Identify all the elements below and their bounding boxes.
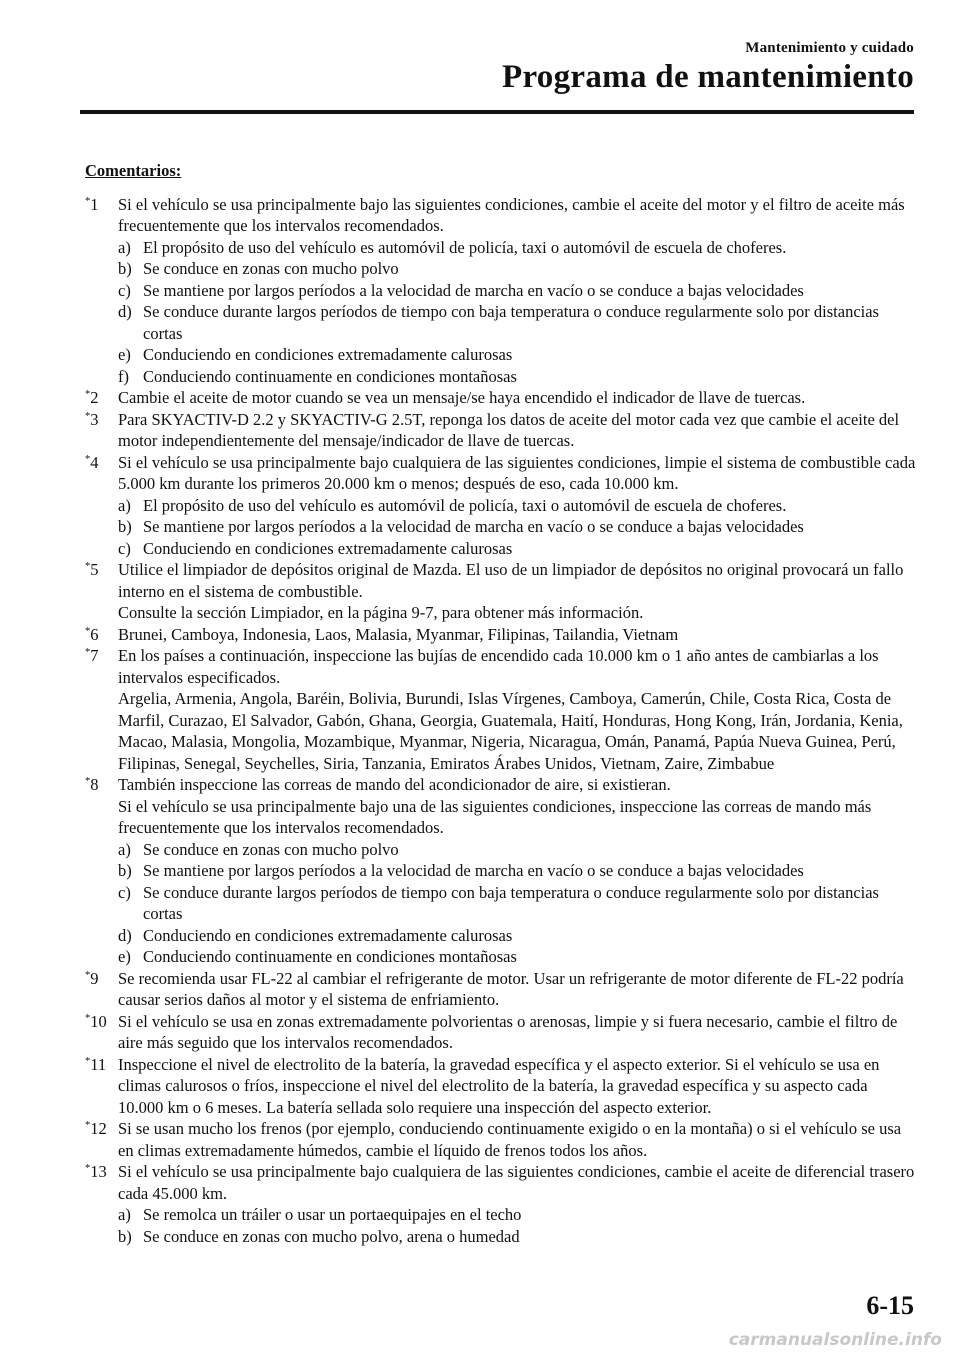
comments-heading: Comentarios: <box>85 161 182 180</box>
note-body <box>118 194 917 388</box>
condition-item <box>118 946 917 968</box>
notes-content <box>85 160 917 1247</box>
condition-text: Se conduce en zonas con mucho polvo, arena o humedad <box>143 1226 520 1246</box>
condition-text: Se mantiene por largos períodos a la velocidad de marcha en vacío o se conduce a bajas velocidades <box>143 861 804 880</box>
note-number: 1 <box>90 194 99 214</box>
note-item <box>85 1011 917 1054</box>
asterisk-mark: * <box>85 625 91 637</box>
note-body <box>118 968 917 1011</box>
asterisk-mark: * <box>85 969 91 981</box>
note-text: Se recomienda usar FL-22 al cambiar el refrigerante de motor. Usar un refrigerante de motor diferente de FL-22 podría causar serios daños al motor y el sistema de enfriamiento. <box>118 968 904 1009</box>
note-item <box>85 774 917 968</box>
note-number: 2 <box>90 388 99 407</box>
condition-item <box>118 344 917 366</box>
note-number: 11 <box>90 1054 107 1074</box>
note-body <box>118 559 917 624</box>
condition-item <box>118 860 917 882</box>
note-label <box>85 624 118 646</box>
condition-text: Conduciendo en condiciones extremadamente calurosas <box>143 538 513 558</box>
note-item <box>85 645 917 774</box>
note-label <box>85 559 118 624</box>
note-body <box>118 409 917 452</box>
note-label <box>85 645 118 774</box>
asterisk-mark: * <box>85 195 91 207</box>
asterisk-mark: * <box>85 1055 91 1067</box>
note-number: 7 <box>90 646 99 665</box>
condition-label: b) <box>118 517 132 536</box>
note-item <box>85 452 917 560</box>
note-number: 10 <box>90 1011 107 1031</box>
condition-label: a) <box>118 237 131 257</box>
condition-label: a) <box>118 839 131 859</box>
note-text: Inspeccione el nivel de electrolito de la batería, la gravedad específica y el aspecto exterior. Si el vehículo se usa en climas calurosos o fríos, inspeccione el nivel del electrolito de la batería, la gravedad específica y su aspecto cada 10.000 km o 6 meses. La batería sellada solo requiere una inspección del aspecto exterior. <box>118 1054 880 1117</box>
asterisk-mark: * <box>85 389 91 400</box>
note-number: 8 <box>90 775 99 794</box>
asterisk-mark: * <box>85 561 91 572</box>
condition-label: b) <box>118 1226 132 1246</box>
asterisk-mark: * <box>85 647 91 658</box>
note-label <box>85 1161 118 1247</box>
note-item <box>85 1118 917 1161</box>
note-item <box>85 968 917 1011</box>
header-rule <box>80 110 914 114</box>
note-body <box>118 624 917 646</box>
condition-text: El propósito de uso del vehículo es automóvil de policía, taxi o automóvil de escuela de choferes. <box>143 237 787 257</box>
condition-item <box>118 516 917 538</box>
condition-text: Se conduce en zonas con mucho polvo <box>143 839 399 859</box>
condition-item <box>118 366 917 388</box>
condition-label: c) <box>118 280 131 300</box>
condition-item <box>118 1204 917 1226</box>
note-body <box>118 774 917 968</box>
note-label <box>85 774 118 968</box>
page-title: Programa de mantenimiento <box>502 59 914 95</box>
note-number: 9 <box>90 968 99 988</box>
condition-text: Conduciendo en condiciones extremadamente calurosas <box>143 925 513 945</box>
note-label <box>85 1011 118 1054</box>
page-number: 6-15 <box>866 1291 914 1320</box>
condition-text: El propósito de uso del vehículo es automóvil de policía, taxi o automóvil de escuela de choferes. <box>143 495 787 515</box>
note-text: También inspeccione las correas de mando del acondicionador de aire, si existieran. <box>118 775 671 794</box>
note-text: Para SKYACTIV-D 2.2 y SKYACTIV-G 2.5T, reponga los datos de aceite del motor cada vez que cambie el aceite del motor independientemente del mensaje/indicador de llave de tuercas. <box>118 409 900 450</box>
condition-item <box>118 925 917 947</box>
note-item <box>85 1054 917 1119</box>
note-number: 13 <box>90 1162 107 1181</box>
notes-list <box>85 194 917 1248</box>
note-item <box>85 1161 917 1247</box>
note-text: Si el vehículo se usa principalmente bajo una de las siguientes condiciones, inspeccione las correas de mando más frecuentemente que los intervalos recomendados. <box>118 796 872 837</box>
asterisk-mark: * <box>85 453 91 465</box>
asterisk-mark: * <box>85 410 91 422</box>
condition-item <box>118 237 917 259</box>
condition-item <box>118 301 917 344</box>
note-text: Si el vehículo se usa principalmente bajo cualquiera de las siguientes condiciones, limpie el sistema de combustible cada 5.000 km durante los primeros 20.000 km o menos; después de eso, cada 10.000 km. <box>118 452 916 493</box>
note-body <box>118 1054 917 1119</box>
note-label <box>85 387 118 409</box>
note-number: 4 <box>90 452 99 472</box>
asterisk-mark: * <box>85 1163 91 1174</box>
condition-label: d) <box>118 302 132 321</box>
note-label <box>85 409 118 452</box>
asterisk-mark: * <box>85 1120 91 1131</box>
note-body <box>118 452 917 560</box>
condition-label: a) <box>118 495 131 515</box>
condition-label: f) <box>118 366 129 386</box>
note-text: Si el vehículo se usa principalmente bajo cualquiera de las siguientes condiciones, cambie el aceite de diferencial trasero cada 45.000 km. <box>118 1162 915 1203</box>
note-number: 6 <box>90 624 99 644</box>
note-item <box>85 409 917 452</box>
note-text: Argelia, Armenia, Angola, Baréin, Bolivia, Burundi, Islas Vírgenes, Camboya, Camerún, Chile, Costa Rica, Costa de Marfil, Curazao, El Salvador, Gabón, Ghana, Georgia, Guatemala, Haití, Honduras, Hong Kong, Irán, Jordania, Kenia, Macao, Malasia, Mongolia, Mozambique, Myanmar, Nigeria, Nicaragua, Omán, Panamá, Papúa Nueva Guinea, Perú, Filipinas, Senegal, Seychelles, Siria, Tanzania, Emiratos Árabes Unidos, Vietnam, Zaire, Zimbabue <box>118 689 903 773</box>
condition-item <box>118 882 917 925</box>
watermark[interactable]: carmanualsonline.info <box>728 1330 942 1350</box>
condition-label: a) <box>118 1205 131 1224</box>
note-text: Utilice el limpiador de depósitos original de Mazda. El uso de un limpiador de depósitos no original provocará un fallo interno en el sistema de combustible. <box>118 560 904 601</box>
note-number: 12 <box>90 1119 107 1138</box>
asterisk-mark: * <box>85 776 91 787</box>
condition-item <box>118 258 917 280</box>
condition-label: c) <box>118 882 131 902</box>
note-item <box>85 387 917 409</box>
condition-text: Se remolca un tráiler o usar un portaequipajes en el techo <box>143 1205 522 1224</box>
note-text: Brunei, Camboya, Indonesia, Laos, Malasia, Myanmar, Filipinas, Tailandia, Vietnam <box>118 624 679 644</box>
condition-label: b) <box>118 259 132 278</box>
page-header <box>502 40 914 96</box>
note-body <box>118 1011 917 1054</box>
note-text: Cambie el aceite de motor cuando se vea un mensaje/se haya encendido el indicador de llave de tuercas. <box>118 388 806 407</box>
note-item <box>85 624 917 646</box>
note-text: En los países a continuación, inspeccione las bujías de encendido cada 10.000 km o 1 año antes de cambiarlas a los intervalos especificados. <box>118 646 879 687</box>
note-label <box>85 452 118 560</box>
note-number: 3 <box>90 409 99 429</box>
note-body <box>118 387 917 409</box>
note-label <box>85 1054 118 1119</box>
condition-label: c) <box>118 538 131 558</box>
condition-text: Se conduce en zonas con mucho polvo <box>143 259 399 278</box>
condition-item <box>118 538 917 560</box>
note-label <box>85 194 118 388</box>
condition-text: Se conduce durante largos períodos de tiempo con baja temperatura o conduce regularmente solo por distancias cortas <box>143 302 879 343</box>
condition-item <box>118 839 917 861</box>
note-text: Si se usan mucho los frenos (por ejemplo, conduciendo continuamente exigido o en la montaña) o si el vehículo se usa en climas extremadamente húmedos, cambie el líquido de frenos todos los años. <box>118 1119 902 1160</box>
condition-text: Conduciendo en condiciones extremadamente calurosas <box>143 345 513 364</box>
condition-label: e) <box>118 947 131 966</box>
condition-label: d) <box>118 925 132 945</box>
condition-text: Se conduce durante largos períodos de tiempo con baja temperatura o conduce regularmente solo por distancias cortas <box>143 882 879 923</box>
note-item <box>85 194 917 388</box>
section-title: Mantenimiento y cuidado <box>745 40 914 56</box>
note-number: 5 <box>90 560 99 579</box>
note-body <box>118 645 917 774</box>
condition-label: e) <box>118 345 131 364</box>
condition-text: Conduciendo continuamente en condiciones montañosas <box>143 947 517 966</box>
note-text: Consulte la sección Limpiador, en la página 9-7, para obtener más información. <box>118 603 644 622</box>
note-body <box>118 1118 917 1161</box>
condition-text: Se mantiene por largos períodos a la velocidad de marcha en vacío o se conduce a bajas velocidades <box>143 280 804 300</box>
note-text: Si el vehículo se usa principalmente bajo las siguientes condiciones, cambie el aceite del motor y el filtro de aceite más frecuentemente que los intervalos recomendados. <box>118 194 905 235</box>
note-body <box>118 1161 917 1247</box>
note-label <box>85 1118 118 1161</box>
condition-item <box>118 1226 917 1248</box>
condition-item <box>118 495 917 517</box>
condition-item <box>118 280 917 302</box>
note-label <box>85 968 118 1011</box>
note-text: Si el vehículo se usa en zonas extremadamente polvorientas o arenosas, limpie y si fuera necesario, cambie el filtro de aire más seguido que los intervalos recomendados. <box>118 1011 898 1052</box>
asterisk-mark: * <box>85 1012 91 1024</box>
condition-text: Se mantiene por largos períodos a la velocidad de marcha en vacío o se conduce a bajas velocidades <box>143 517 804 536</box>
condition-label: b) <box>118 861 132 880</box>
condition-text: Conduciendo continuamente en condiciones montañosas <box>143 366 517 386</box>
note-item <box>85 559 917 624</box>
